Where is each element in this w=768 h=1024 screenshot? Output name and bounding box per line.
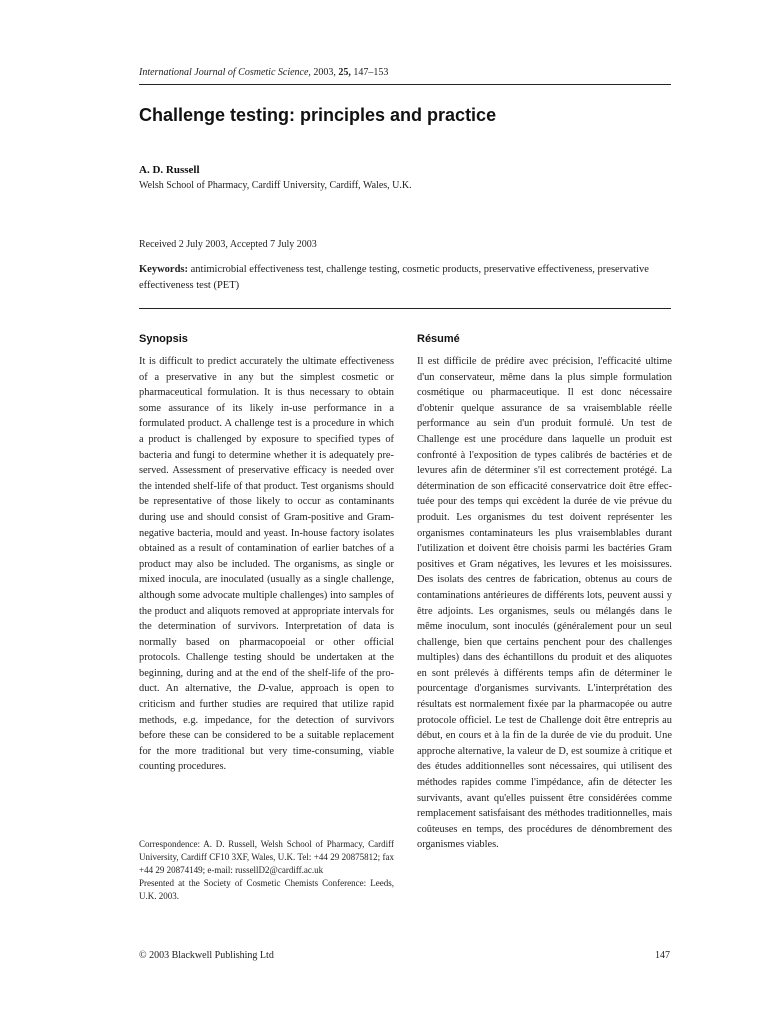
correspondence-note — [139, 838, 394, 903]
author-affiliation: Welsh School of Pharmacy, Cardiff University, Cardiff, Wales, U.K. — [139, 180, 412, 191]
synopsis-text-part1: It is difficult to predict accurately the ultimate effectiveness of a preservative in any but the simplest cosmetic or pharmaceutical formulation. It is thus necessary to obtain some assurance of its likely in-use performance in a formulated product. A challenge test is a procedure in which a product is challenged by exposure to specified types of bacteria and fungi to determine whether it is adequately preserved. Assessment of preservative efficacy is needed over the intended shelf-life of that product. Test organisms should be representative of those likely to occur as contaminants during use and should consist of Gram-positive and Gram-negative bacteria, mould and yeast. In-house factory isolates obtained as a result of contamination of earlier batches of a product may also be included. The organisms, as single or mixed inocula, are inoculated (usually as a single challenge, although some advocate multiple challenges) into samples of the product and aliquots removed at appropriate intervals for the determination of survivors. Interpretation of data is normally based on pharmacopoeial or other official protocols. Challenge testing should be undertaken at the beginning, during and at the end of the shelf-life of the product. An alternative, the — [139, 356, 394, 695]
header-rule — [139, 84, 671, 85]
journal-year: 2003, — [313, 67, 336, 78]
synopsis-text-part2: -value, approach is open to criticism and further studies are required that utilize rapid methods, e.g. impedance, for the detection of survivors before these can be considered to be a suitable replacement for the more traditional but very time-consuming, viable counting procedures. — [139, 683, 394, 773]
resume-text: Il est difficile de prédire avec précision, l'efficacité ultime d'un conservateur, même dans la plus simple formulation cosmétique ou pharmaceutique. Il est donc nécessaire d'obtenir quelque assurance de sa vraisemblable réelle performance au sein d'un produit formulé. Un test de Challenge est une procédure dans laquelle un produit est confronté à l'exposition de types calibrés de bactéries et de levures afin de déterminer s'il est correctement protégé. La détermination de son efficacité conservatrice doit être effectuée pour des temps qui excèdent la durée de vie prévue du produit. Les organismes du test doivent représenter les organismes contaminateurs les plus vraisemblables durant l'utilization et doivent être choisis parmi les bactéries Gram positives et Gram négatives, les levures et les moisissures. Des isolats des centres de fabrication, obtenus au cours de contaminations antérieures de différents lots, peuvent aussi y être adjoints. Les organismes, seuls ou mélangés dans le même inoculum, sont inoculés (généralement pour un seul challenge, bien que certains penchent pour des challenges multiples) dans des échantillons du produit et des aliquotes en sont prélevés à différents temps afin de déterminer le pourcentage d'organismes survivants. L'interprétation des résultats est normalement fixée par la pharmacopée ou autre protocole officiel. Le test de Challenge doit être entrepris au début, en cours et à la fin de la durée de vie du produit. Une approche alternative, la valeur de D, est soumize à critique et des études additionnelles sont nécessaires, qui utilisent des méthodes rapides comme l'impédance, afin de détecter les survivants, avant qu'elles puissent être considérées comme remplacement satisfaisant des méthodes traditionnelles, mais coûteuses en temps, des procédures de dénombrement des organismes viables. — [417, 356, 672, 851]
keywords-label: Keywords: — [139, 264, 188, 275]
article-title: Challenge testing: principles and practice — [139, 105, 497, 125]
journal-pages: 147–153 — [353, 67, 389, 78]
copyright-notice: © 2003 Blackwell Publishing Ltd — [139, 950, 274, 961]
page-number: 147 — [655, 950, 670, 961]
received-dates: Received 2 July 2003, Accepted 7 July 2003 — [139, 239, 317, 250]
journal-volume: 25, — [338, 67, 351, 78]
presented-text: Presented at the Society of Cosmetic Chemists Conference: Leeds, U.K. 2003. — [139, 878, 394, 901]
synopsis-heading: Synopsis — [139, 333, 188, 345]
synopsis-dvalue: D — [257, 683, 266, 695]
correspondence-text: Correspondence: A. D. Russell, Welsh School of Pharmacy, Cardiff University, Cardiff CF10 3XF, Wales, U.K. Tel: +44 29 20875812; fax +44 29 20874149; e-mail: russellD2@cardiff.ac.uk — [139, 839, 394, 875]
author-name: A. D. Russell — [139, 164, 200, 176]
journal-name: International Journal of Cosmetic Science, — [139, 67, 311, 78]
keywords-text: antimicrobial effectiveness test, challenge testing, cosmetic products, preservative effectiveness, preservative effectiveness test (PET) — [139, 264, 649, 291]
journal-citation — [139, 67, 669, 78]
keywords — [139, 262, 671, 294]
abstract-rule — [139, 308, 671, 309]
resume-heading: Résumé — [417, 333, 460, 345]
synopsis-text — [139, 354, 394, 775]
